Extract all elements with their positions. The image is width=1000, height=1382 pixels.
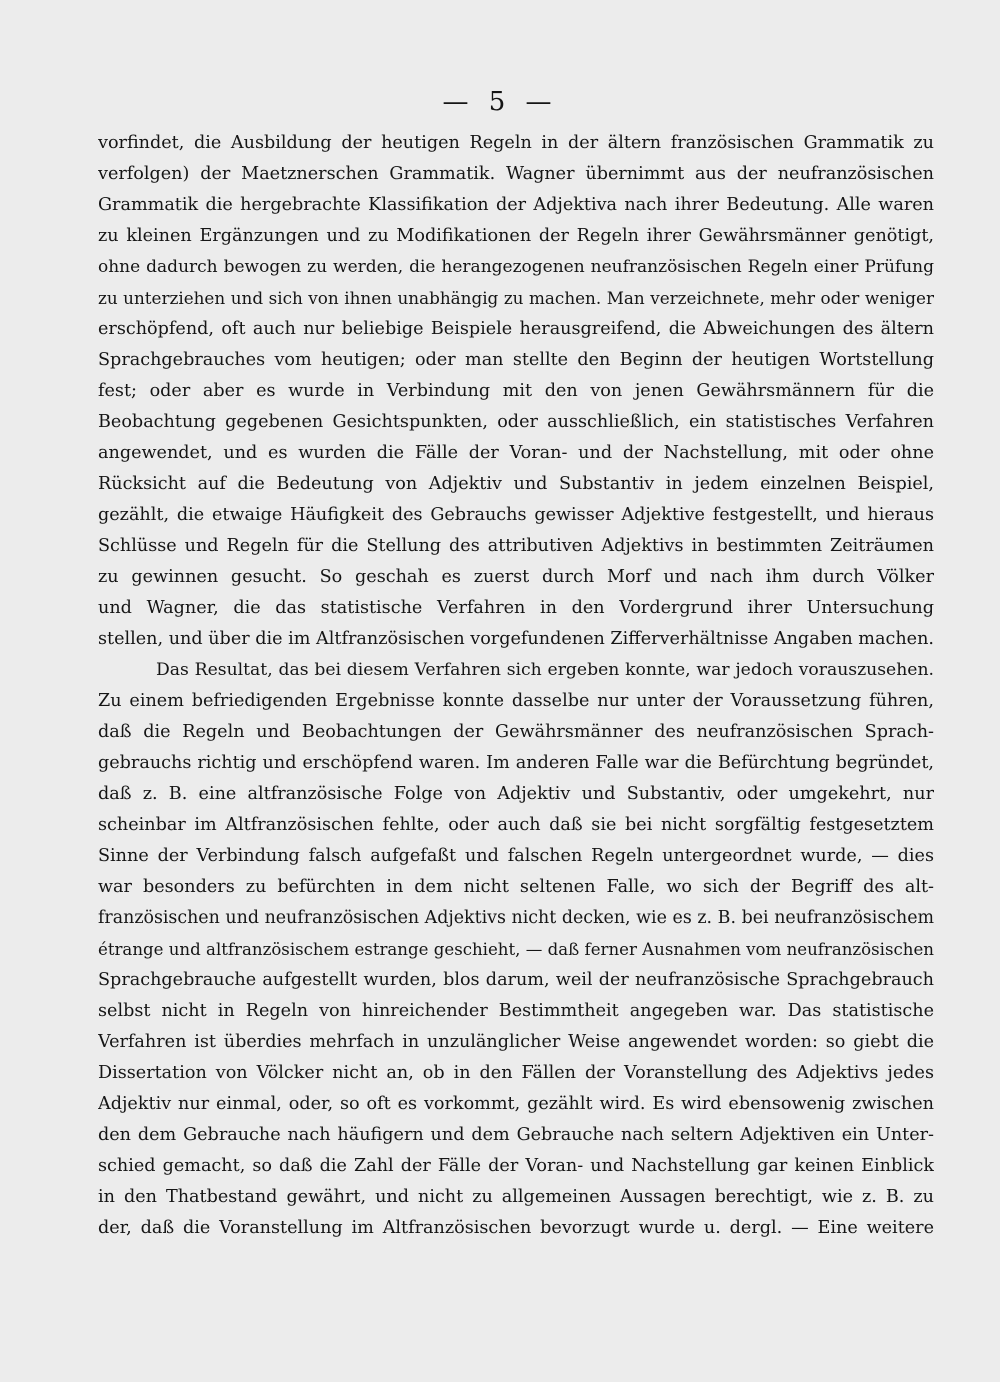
- text-line: Rücksicht auf die Bedeutung von Adjektiv und Substantiv in jedem einzelnen Beispiel,: [98, 474, 934, 494]
- page-number: — 5 —: [442, 87, 558, 117]
- text-line: und Wagner, die das statistische Verfahren in den Vordergrund ihrer Untersuchung: [98, 598, 934, 618]
- text-line: Dissertation von Völcker nicht an, ob in den Fällen der Voranstellung des Adjektivs jedes: [98, 1063, 934, 1083]
- text-line: war besonders zu befürchten in dem nicht seltenen Falle, wo sich der Begriff des alt-: [98, 877, 934, 897]
- text-line: stellen, und über die im Altfranzösischen vorgefundenen Zifferverhältnisse Angaben machen.: [98, 629, 934, 649]
- text-line: Schlüsse und Regeln für die Stellung des attributiven Adjektivs in bestimmten Zeiträumen: [98, 536, 934, 556]
- text-line: französischen und neufranzösischen Adjektivs nicht decken, wie es z. B. bei neufranzösischem: [98, 908, 934, 928]
- text-line: verfolgen) der Maetznerschen Grammatik. Wagner übernimmt aus der neufranzösischen: [98, 164, 934, 184]
- text-line: fest; oder aber es wurde in Verbindung mit den von jenen Gewährsmännern für die: [98, 381, 934, 401]
- text-line: zu gewinnen gesucht. So geschah es zuerst durch Morf und nach ihm durch Völker: [98, 567, 934, 587]
- text-line: Zu einem befriedigenden Ergebnisse konnte dasselbe nur unter der Voraussetzung führen,: [98, 691, 934, 711]
- text-line: der, daß die Voranstellung im Altfranzösischen bevorzugt wurde u. dergl. — Eine weitere: [98, 1218, 934, 1238]
- text-line: den dem Gebrauche nach häufigern und dem Gebrauche nach seltern Adjektiven ein Unter-: [98, 1125, 934, 1145]
- paragraph-first-line: Das Resultat, das bei diesem Verfahren sich ergeben konnte, war jedoch vorauszusehen.: [156, 660, 934, 680]
- text-line: étrange und altfranzösischem estrange geschieht, — daß ferner Ausnahmen vom neufranzösischen: [98, 940, 934, 959]
- text-line: angewendet, und es wurden die Fälle der Voran- und der Nachstellung, mit oder ohne: [98, 443, 934, 463]
- text-line: vorfindet, die Ausbildung der heutigen Regeln in der ältern französischen Grammatik zu: [98, 133, 934, 153]
- text-line: Sprachgebrauche aufgestellt wurden, blos darum, weil der neufranzösische Sprachgebrauch: [98, 970, 934, 990]
- text-line: zu unterziehen und sich von ihnen unabhängig zu machen. Man verzeichnete, mehr oder weniger: [98, 288, 934, 308]
- text-line: gezählt, die etwaige Häufigkeit des Gebrauchs gewisser Adjektive festgestellt, und hieraus: [98, 505, 934, 525]
- text-line: gebrauchs richtig und erschöpfend waren. Im anderen Falle war die Befürchtung begründet,: [98, 753, 934, 773]
- text-line: Adjektiv nur einmal, oder, so oft es vorkommt, gezählt wird. Es wird ebensowenig zwischen: [98, 1094, 934, 1114]
- text-line: Sinne der Verbindung falsch aufgefaßt und falschen Regeln untergeordnet wurde, — dies: [98, 846, 934, 866]
- text-line: daß z. B. eine altfranzösische Folge von Adjektiv und Substantiv, oder umgekehrt, nur: [98, 784, 934, 804]
- text-line: in den Thatbestand gewährt, und nicht zu allgemeinen Aussagen berechtigt, wie z. B. zu: [98, 1187, 934, 1207]
- text-line: scheinbar im Altfranzösischen fehlte, oder auch daß sie bei nicht sorgfältig festgesetztem: [98, 815, 934, 835]
- text-line: schied gemacht, so daß die Zahl der Fälle der Voran- und Nachstellung gar keinen Einblick: [98, 1156, 934, 1176]
- text-line: Grammatik die hergebrachte Klassifikation der Adjektiva nach ihrer Bedeutung. Alle waren: [98, 195, 934, 215]
- text-line: Beobachtung gegebenen Gesichtspunkten, oder ausschließlich, ein statistisches Verfahren: [98, 412, 934, 432]
- text-line: selbst nicht in Regeln von hinreichender Bestimmtheit angegeben war. Das statistische: [98, 1001, 934, 1021]
- text-line: ohne dadurch bewogen zu werden, die herangezogenen neufranzösischen Regeln einer Prüfung: [98, 257, 934, 277]
- text-line: daß die Regeln und Beobachtungen der Gewährsmänner des neufranzösischen Sprach-: [98, 722, 934, 742]
- text-line: erschöpfend, oft auch nur beliebige Beispiele herausgreifend, die Abweichungen des ältern: [98, 319, 934, 339]
- text-line: Verfahren ist überdies mehrfach in unzulänglicher Weise angewendet worden: so giebt die: [98, 1032, 934, 1052]
- text-line: zu kleinen Ergänzungen und zu Modifikationen der Regeln ihrer Gewährsmänner genötigt,: [98, 226, 934, 246]
- text-line: Sprachgebrauches vom heutigen; oder man stellte den Beginn der heutigen Wortstellung: [98, 350, 934, 370]
- body-text: [98, 128, 934, 1244]
